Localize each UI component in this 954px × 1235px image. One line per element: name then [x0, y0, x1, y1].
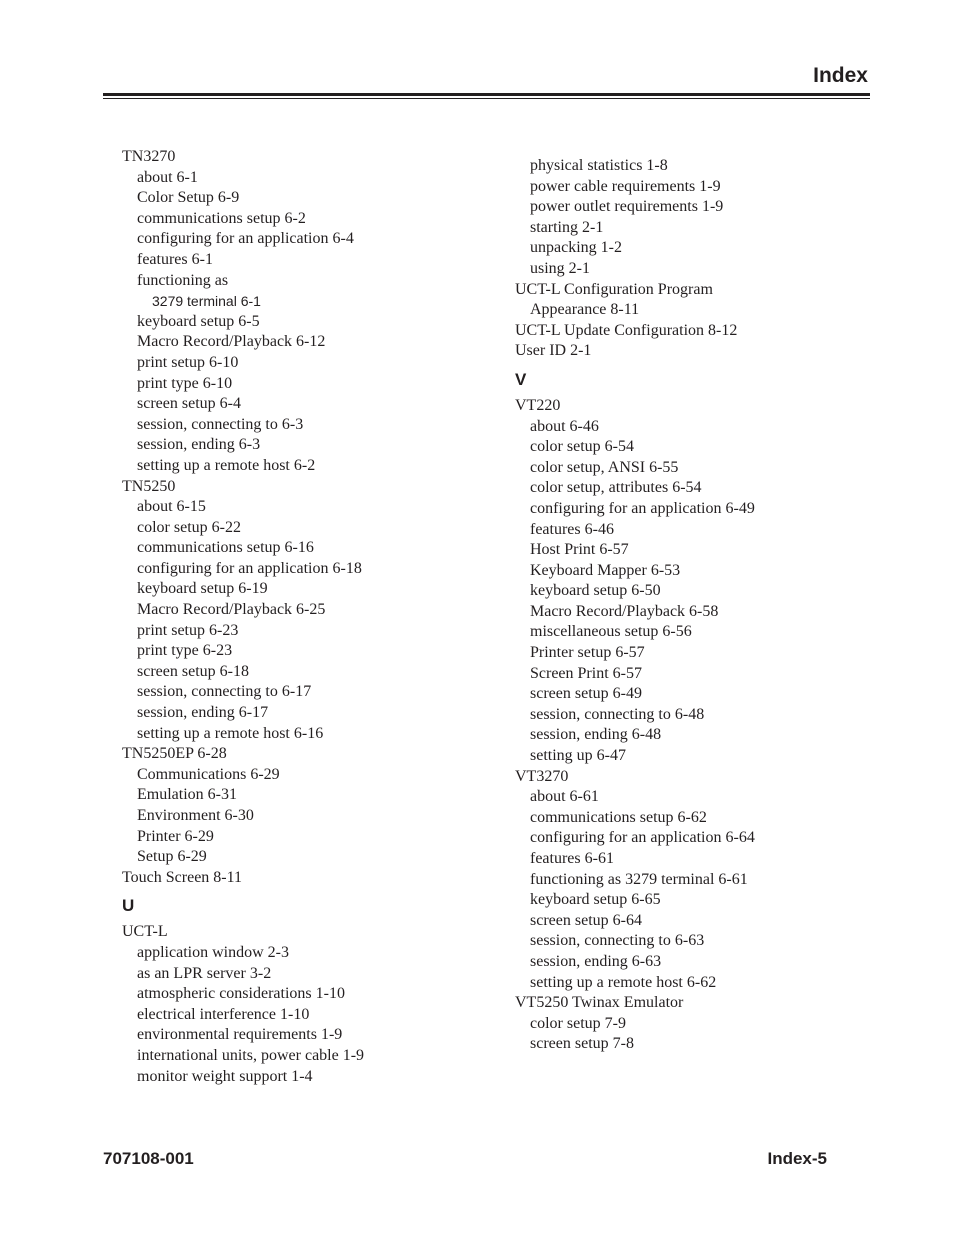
index-subentry: Setup 6-29	[137, 848, 207, 866]
index-subentry: communications setup 6-16	[137, 539, 314, 557]
index-section-letter: V	[515, 369, 527, 389]
index-subentry: about 6-61	[530, 788, 599, 806]
index-entry: VT5250 Twinax Emulator	[515, 994, 684, 1012]
index-subentry: session, connecting to 6-17	[137, 683, 312, 701]
index-column-right	[515, 156, 855, 1055]
index-subentry: power cable requirements 1-9	[530, 177, 721, 195]
index-subentry: session, connecting to 6-3	[137, 415, 304, 433]
index-subentry: Appearance 8-11	[530, 301, 640, 319]
index-subentry: print type 6-23	[137, 642, 233, 660]
index-subentry: environmental requirements 1-9	[137, 1026, 343, 1044]
index-subentry: electrical interference 1-10	[137, 1005, 310, 1023]
index-entry: VT3270	[515, 767, 569, 785]
index-subentry: unpacking 1-2	[530, 239, 622, 257]
index-subentry: screen setup 6-64	[530, 911, 642, 929]
index-section-letter: U	[122, 896, 135, 916]
index-column-left	[122, 147, 492, 1087]
index-subentry: color setup 6-54	[530, 438, 634, 456]
index-subentry: monitor weight support 1-4	[137, 1067, 313, 1085]
index-entry: TN5250	[122, 477, 176, 495]
index-subentry: communications setup 6-62	[530, 808, 707, 826]
index-subentry: session, ending 6-48	[530, 726, 662, 744]
index-subentry: about 6-46	[530, 417, 599, 435]
index-subentry: session, ending 6-3	[137, 436, 261, 454]
index-entry: User ID 2-1	[515, 342, 592, 360]
index-subentry: Communications 6-29	[137, 765, 280, 783]
index-subentry: starting 2-1	[530, 218, 604, 236]
index-subentry: Macro Record/Playback 6-25	[137, 601, 326, 619]
index-entry: UCT-L	[122, 923, 168, 941]
index-subentry: print setup 6-23	[137, 621, 239, 639]
index-subentry: Host Print 6-57	[530, 541, 629, 559]
index-subentry: 3279 terminal 6-1	[152, 293, 261, 310]
index-subentry: print setup 6-10	[137, 353, 239, 371]
index-entry: TN5250EP 6-28	[122, 745, 227, 763]
index-subentry: session, connecting to 6-63	[530, 932, 705, 950]
index-subentry: features 6-1	[137, 250, 213, 268]
index-subentry: setting up 6-47	[530, 747, 626, 765]
index-subentry: keyboard setup 6-65	[530, 891, 661, 909]
index-subentry: as an LPR server 3-2	[137, 964, 272, 982]
index-subentry: Printer 6-29	[137, 827, 214, 845]
index-subentry: screen setup 6-4	[137, 395, 241, 413]
index-subentry: color setup 7-9	[530, 1014, 626, 1032]
index-subentry: keyboard setup 6-5	[137, 312, 260, 330]
index-subentry: configuring for an application 6-49	[530, 499, 755, 517]
index-subentry: color setup 6-22	[137, 518, 241, 536]
index-subentry: keyboard setup 6-19	[137, 580, 268, 598]
index-subentry: Printer setup 6-57	[530, 644, 645, 662]
index-subentry: Screen Print 6-57	[530, 664, 642, 682]
index-subentry: setting up a remote host 6-62	[530, 973, 717, 991]
index-subentry: keyboard setup 6-50	[530, 582, 661, 600]
index-subentry: miscellaneous setup 6-56	[530, 623, 692, 641]
index-subentry: configuring for an application 6-64	[530, 829, 755, 847]
index-subentry: print type 6-10	[137, 374, 233, 392]
index-subentry: color setup, ANSI 6-55	[530, 458, 679, 476]
page-title: Index	[813, 64, 868, 87]
index-subentry: features 6-46	[530, 520, 614, 538]
index-subentry: Environment 6-30	[137, 807, 254, 824]
index-subentry: physical statistics 1-8	[530, 157, 668, 174]
index-entry: Touch Screen 8-11	[122, 868, 243, 886]
index-subentry: power outlet requirements 1-9	[530, 198, 724, 216]
index-subentry: Keyboard Mapper 6-53	[530, 561, 681, 579]
index-subentry: about 6-1	[137, 168, 198, 186]
index-subentry: color setup, attributes 6-54	[530, 479, 702, 497]
index-subentry: Color Setup 6-9	[137, 189, 240, 207]
index-subentry: screen setup 6-49	[530, 685, 642, 703]
index-subentry: screen setup 6-18	[137, 662, 249, 680]
document-number: 707108-001	[103, 1149, 194, 1168]
index-subentry: about 6-15	[137, 498, 206, 516]
header-rule-thin	[103, 98, 870, 99]
index-subentry: session, ending 6-63	[530, 952, 662, 970]
index-entry: UCT-L Configuration Program	[515, 280, 713, 298]
index-subentry: Emulation 6-31	[137, 786, 237, 804]
index-subentry: Macro Record/Playback 6-58	[530, 602, 719, 620]
header-rule-thick	[103, 93, 870, 96]
index-subentry: configuring for an application 6-18	[137, 559, 362, 577]
index-subentry: functioning as 3279 terminal 6-61	[530, 870, 748, 888]
index-entry: TN3270	[122, 148, 176, 165]
index-subentry: features 6-61	[530, 850, 614, 867]
index-subentry: setting up a remote host 6-16	[137, 724, 324, 742]
index-entry: VT220	[515, 396, 561, 414]
page-number: Index-5	[767, 1149, 827, 1168]
index-entry: UCT-L Update Configuration 8-12	[515, 321, 738, 339]
index-subentry: communications setup 6-2	[137, 209, 306, 227]
index-subentry: session, ending 6-17	[137, 704, 269, 722]
index-subentry: international units, power cable 1-9	[137, 1046, 365, 1064]
index-subentry: setting up a remote host 6-2	[137, 456, 316, 474]
index-subentry: configuring for an application 6-4	[137, 230, 354, 248]
index-subentry: Macro Record/Playback 6-12	[137, 333, 326, 351]
index-subentry: atmospheric considerations 1-10	[137, 985, 345, 1003]
index-subentry: session, connecting to 6-48	[530, 705, 705, 723]
index-subentry: using 2-1	[530, 259, 590, 277]
index-subentry: functioning as	[137, 271, 229, 289]
index-subentry: application window 2-3	[137, 943, 289, 961]
index-subentry: screen setup 7-8	[530, 1035, 634, 1053]
